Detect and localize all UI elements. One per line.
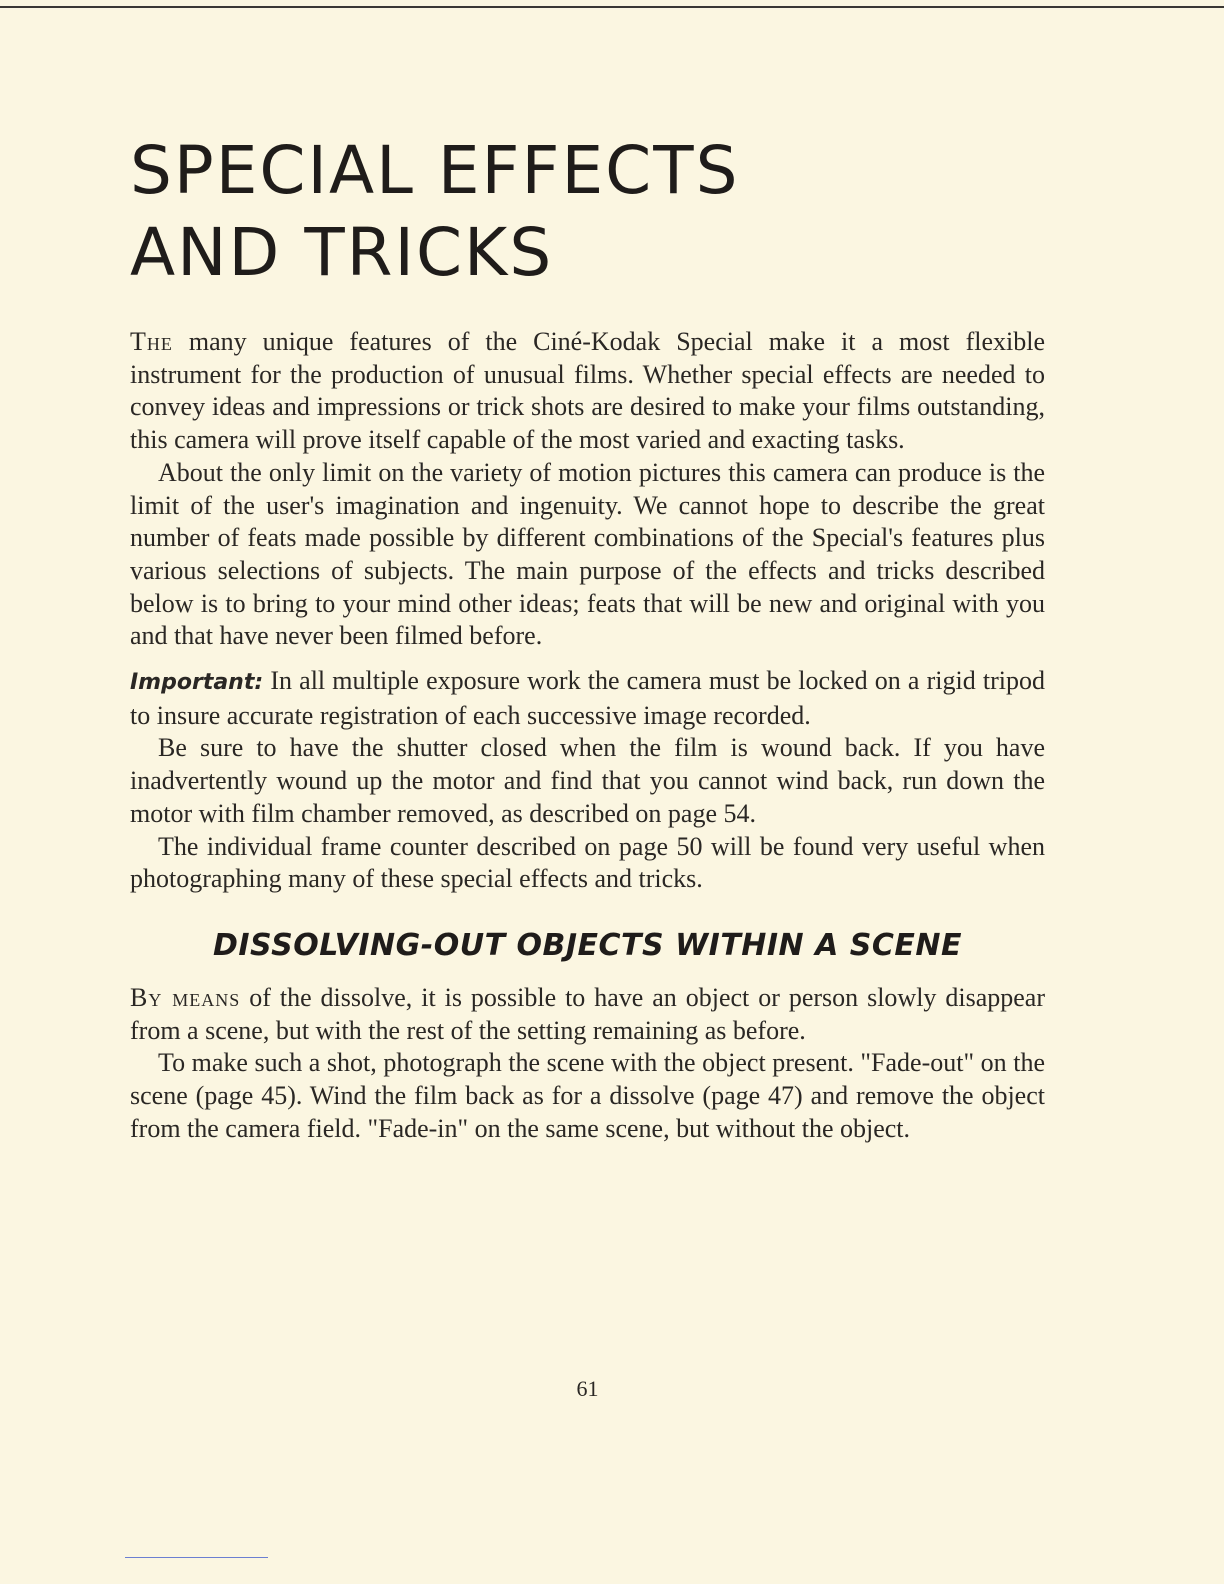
paragraph-shutter: Be sure to have the shutter closed when the film is wound back. If you have inadvertently wound up the motor and find that you cannot wind back, run down the motor with film chamber removed, as described on page 54. xyxy=(130,733,1045,828)
paragraph-dissolve xyxy=(130,982,1045,1047)
paragraph-important xyxy=(130,665,1045,732)
paragraph-intro xyxy=(130,326,1045,457)
section-heading: DISSOLVING-OUT OBJECTS WITHIN A SCENE xyxy=(212,927,962,963)
dissolve-text: of the dissolve, it is possible to have an object or person slowly disappear from a scene, but with the rest of the setting remaining as before. xyxy=(130,982,1045,1045)
paragraph-frame-counter: The individual frame counter described on page 50 will be found very useful when photographing many of these special effects and tricks. xyxy=(130,831,1045,894)
intro-text: many unique features of the Ciné-Kodak Special make it a most flexible instrument for the production of unusual films. Whether special effects are needed to convey ideas and impressions or trick shots are desired to make your films outstanding, this camera will prove itself capable of the most varied and exacting tasks. xyxy=(130,327,1045,455)
important-label: Important: xyxy=(130,670,264,696)
top-border-rule xyxy=(0,6,1224,8)
paragraph-imagination: About the only limit on the variety of motion pictures this camera can produce is the limit of the user's imagination and ingenuity. We cannot hope to describe the great number of feats made possible by different combinations of the Special's features plus various selections of subjects. The main purpose of the effects and tricks described below is to bring to your mind other ideas; feats that will be new and original with you and that have never been filmed before. xyxy=(130,457,1045,651)
page-title xyxy=(130,130,739,294)
bottom-margin-line xyxy=(125,1557,268,1558)
title-line-2: AND TRICKS xyxy=(130,214,554,291)
title-line-1: SPECIAL EFFECTS xyxy=(130,132,740,209)
paragraph-procedure: To make such a shot, photograph the scene with the object present. "Fade-out" on the scene (page 45). Wind the film back as for a dissolve (page 47) and remove the object from the camera field. "Fade-in" on the same scene, but without the object. xyxy=(130,1048,1045,1143)
page-number: 61 xyxy=(576,1376,599,1401)
important-text: In all multiple exposure work the camera must be locked on a rigid tripod to insure accurate registration of each successive image recorded. xyxy=(130,666,1045,730)
intro-lead-word: The xyxy=(130,327,173,356)
body-text xyxy=(130,326,1045,1145)
dissolve-lead-words: By means xyxy=(130,982,241,1012)
